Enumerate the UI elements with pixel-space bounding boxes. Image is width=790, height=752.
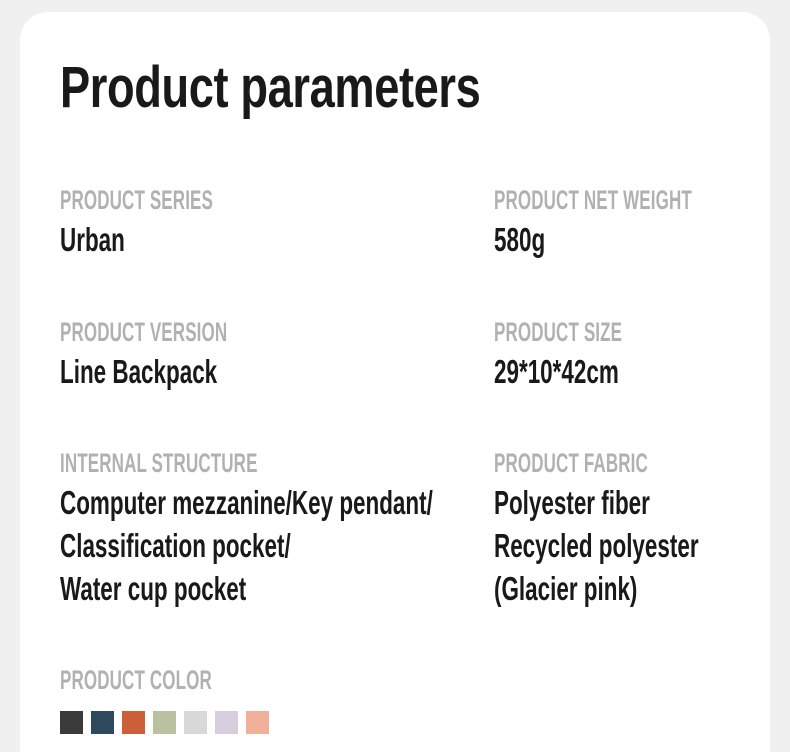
value-line: Polyester fiber — [494, 484, 650, 521]
param-cell-net-weight — [494, 187, 790, 261]
page-title — [60, 55, 599, 120]
color-swatch-peach-pink — [246, 711, 269, 734]
param-cell-product-color — [60, 667, 301, 734]
value-line: Classification pocket/ — [60, 527, 291, 564]
param-label-product-fabric: PRODUCT FABRIC — [494, 448, 648, 478]
color-swatch-row — [60, 711, 301, 734]
param-value-product-fabric — [494, 481, 790, 610]
param-value-product-series: Urban — [60, 221, 125, 258]
param-cell-product-version — [60, 319, 326, 393]
color-swatch-terracotta-orange — [122, 711, 145, 734]
param-label-product-color: PRODUCT COLOR — [60, 665, 212, 695]
param-label-internal-structure: INTERNAL STRUCTURE — [60, 448, 258, 478]
param-label-net-weight: PRODUCT NET WEIGHT — [494, 185, 692, 215]
color-swatch-sage-green — [153, 711, 176, 734]
value-line: (Glacier pink) — [494, 570, 638, 607]
value-line: Recycled polyester — [494, 527, 699, 564]
value-line: Water cup pocket — [60, 570, 247, 607]
color-swatch-navy-blue — [91, 711, 114, 734]
color-swatch-lavender — [215, 711, 238, 734]
value-line: Computer mezzanine/Key pendant/ — [60, 484, 433, 521]
param-value-product-version: Line Backpack — [60, 353, 218, 390]
param-value-net-weight: 580g — [494, 221, 546, 258]
product-parameters-card — [20, 12, 770, 752]
param-label-product-version: PRODUCT VERSION — [60, 317, 228, 347]
color-swatch-charcoal — [60, 711, 83, 734]
param-label-product-size: PRODUCT SIZE — [494, 317, 623, 347]
param-label-product-series: PRODUCT SERIES — [60, 185, 213, 215]
color-swatch-light-gray — [184, 711, 207, 734]
param-cell-product-size — [494, 319, 697, 393]
page-title-text: Product parameters — [60, 55, 481, 120]
param-cell-product-fabric — [494, 450, 790, 610]
param-value-product-size: 29*10*42cm — [494, 353, 619, 390]
param-cell-product-series — [60, 187, 303, 261]
